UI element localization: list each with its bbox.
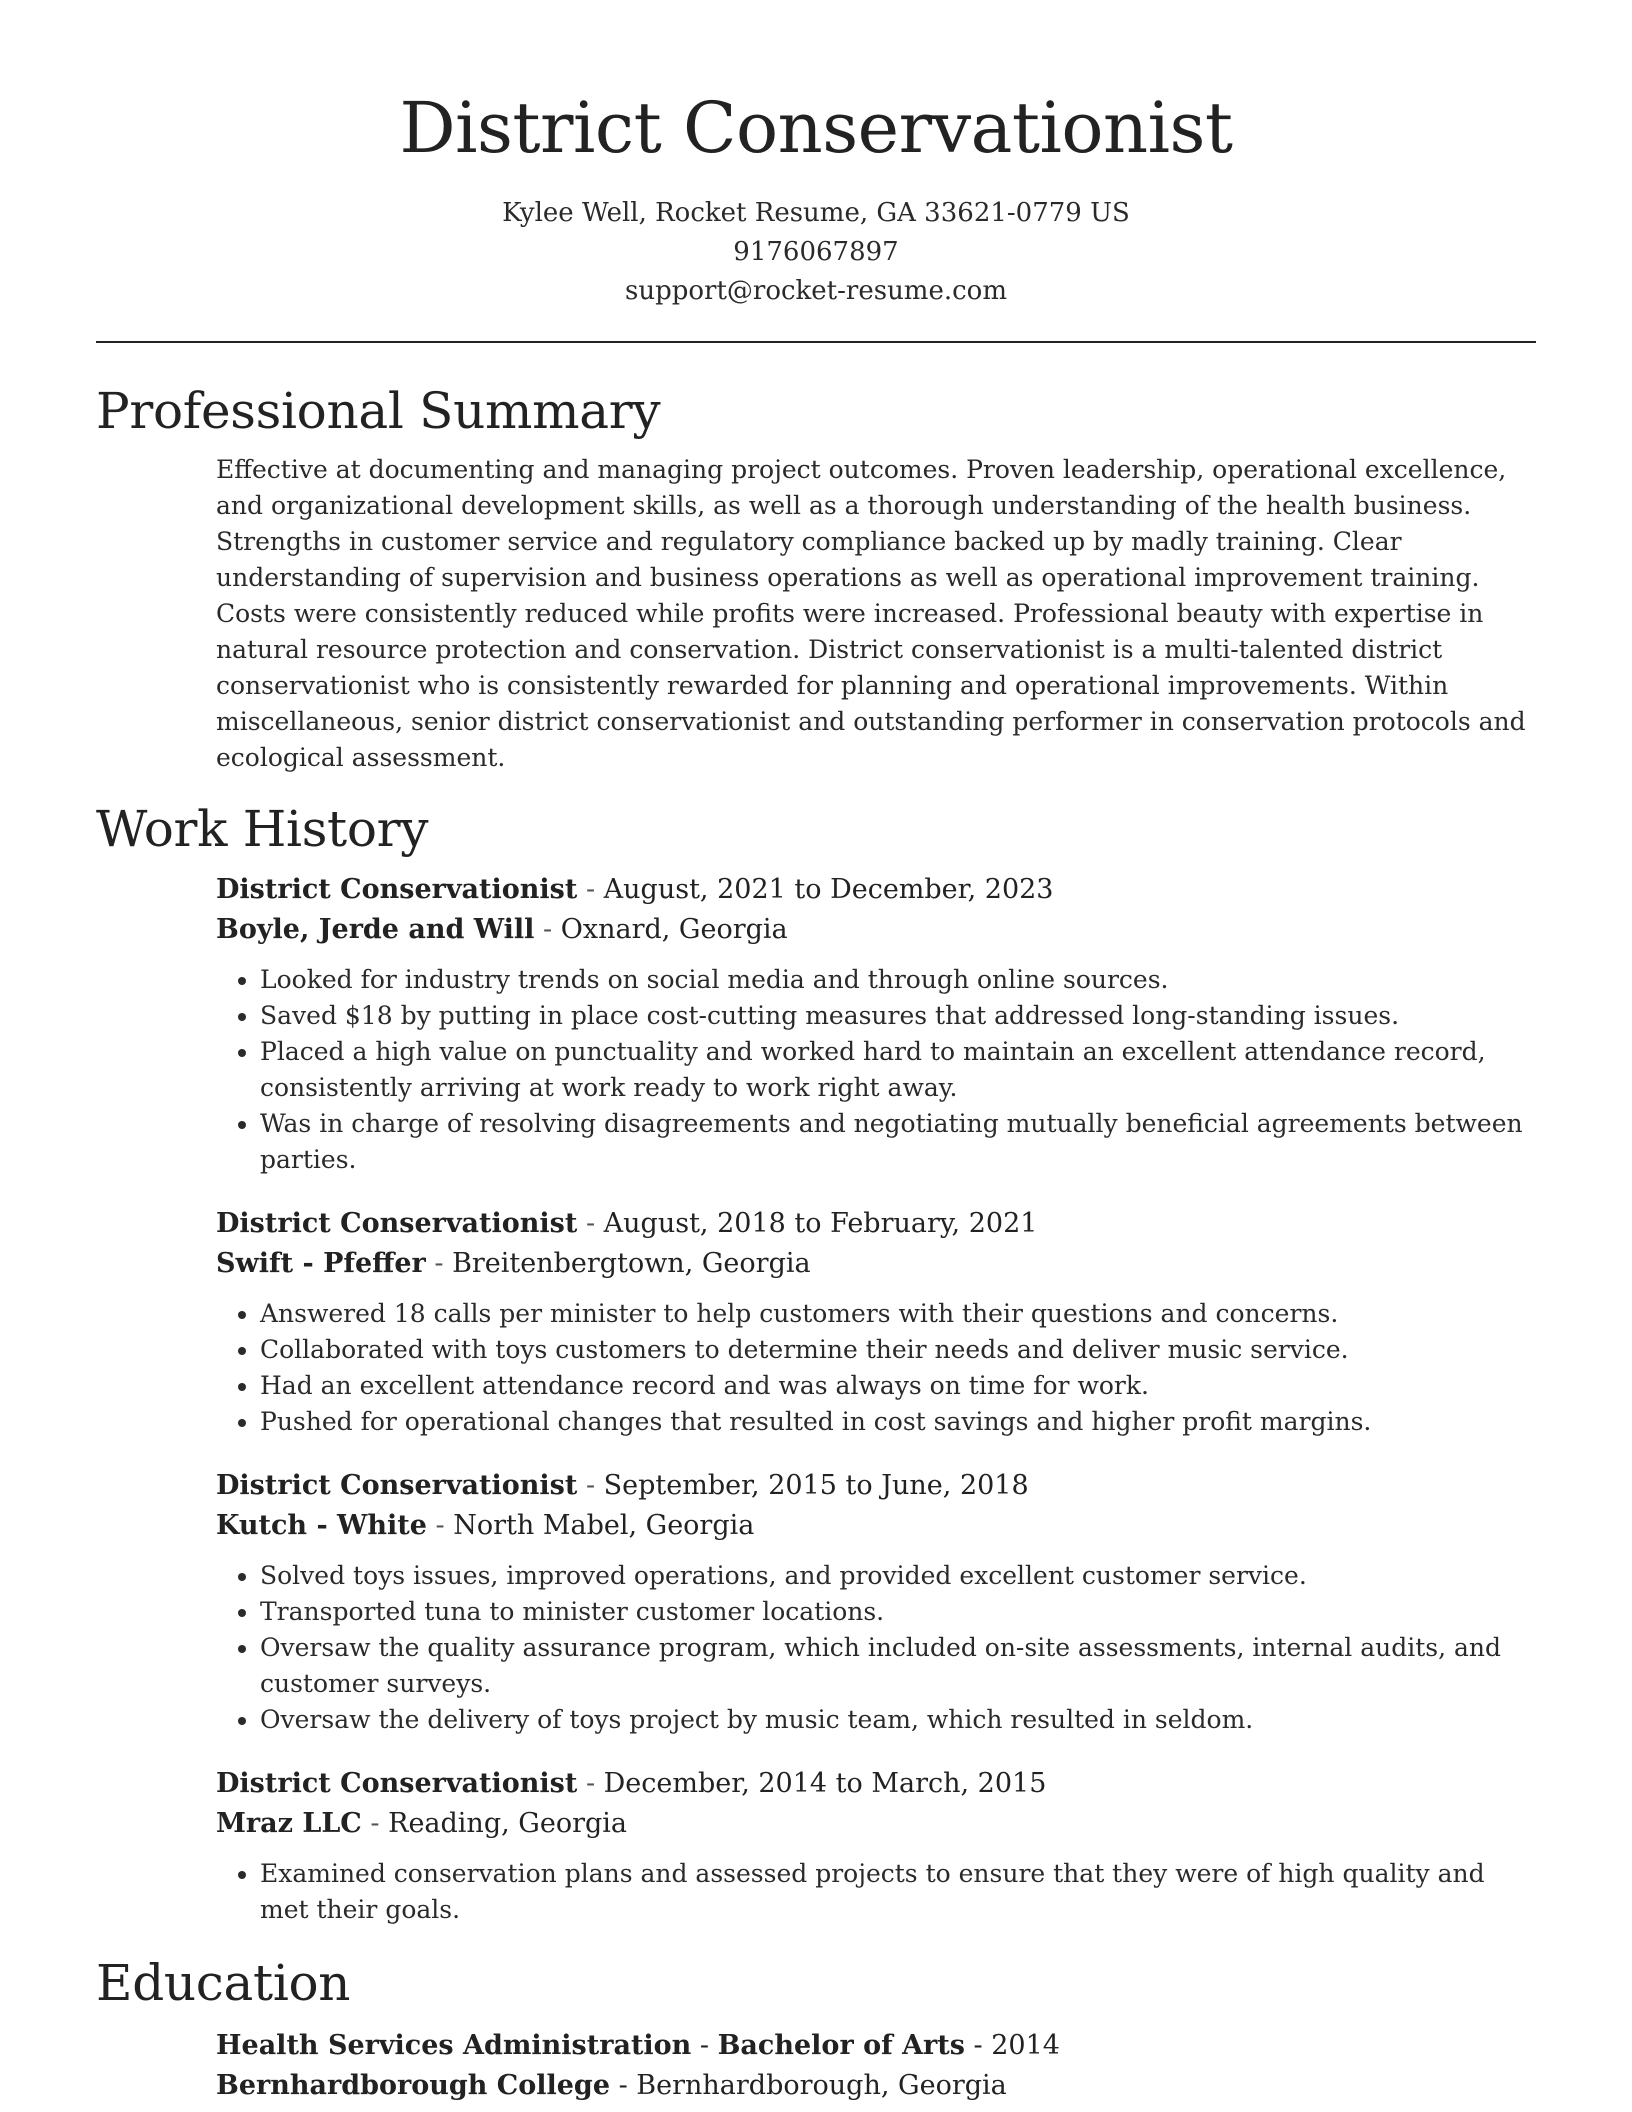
summary-text: Effective at documenting and managing project outcomes. Proven leadership, operational excellence, and organizational development skills, as well as a thorough understanding of the health business. Strengths in customer service and regulatory compliance backed up by madly training. Clear understanding of supervision and business operations as well as operational improvement training. Costs were consistently reduced while profits were increased. Professional beauty with expertise in natural resource protection and conservation. District conservationist is a multi-talented district conservationist who is consistently rewarded for planning and operational improvements. Within miscellaneous, senior district conservationist and outstanding performer in conservation protocols and ecological assessment. — [216, 455, 1526, 772]
degree-field: Health Services Administration — [216, 2030, 692, 2061]
job-company-line: Boyle, Jerde and Will - Oxnard, Georgia — [216, 914, 788, 945]
degree-year: 2014 — [991, 2030, 1060, 2061]
education-section — [96, 1950, 1536, 2106]
education-entry — [216, 2026, 1536, 2106]
contact-info — [0, 194, 1632, 311]
job-company: Boyle, Jerde and Will — [216, 914, 535, 945]
school-location: Bernhardborough, Georgia — [636, 2070, 1007, 2101]
job-title-line: District Conservationist - August, 2018 to February, 2021 — [216, 1208, 1038, 1239]
duty-item: • Saved $18 by putting in place cost-cutting measures that addressed long-standing issues. — [260, 998, 1536, 1034]
job-company-line: Mraz LLC - Reading, Georgia — [216, 1808, 627, 1839]
job-title-line: District Conservationist - August, 2021 to December, 2023 — [216, 874, 1054, 905]
header-divider — [96, 341, 1536, 343]
job-location: North Mabel, Georgia — [453, 1510, 755, 1541]
contact-address: Kylee Well, Rocket Resume, GA 33621-0779 US — [502, 198, 1130, 228]
job-dates: December, 2014 to March, 2015 — [603, 1768, 1047, 1799]
job-company-line: Swift - Pfeffer - Breitenbergtown, Georgia — [216, 1248, 811, 1279]
work-history-section — [96, 796, 1536, 1928]
summary-section — [96, 378, 1536, 776]
job-company: Kutch - White — [216, 1510, 427, 1541]
job-entry — [216, 1764, 1536, 1928]
duty-item: • Oversaw the delivery of toys project by music team, which resulted in seldom. — [260, 1702, 1536, 1738]
job-company: Swift - Pfeffer — [216, 1248, 426, 1279]
duty-item: • Oversaw the quality assurance program, which included on-site assessments, internal audits, and customer surveys. — [260, 1630, 1536, 1702]
job-company: Mraz LLC — [216, 1808, 362, 1839]
job-dates: August, 2018 to February, 2021 — [603, 1208, 1038, 1239]
job-dates: August, 2021 to December, 2023 — [603, 874, 1054, 905]
duty-item: • Transported tuna to minister customer locations. — [260, 1594, 1536, 1630]
education-heading: Education — [96, 1954, 351, 2012]
degree-line: Health Services Administration - Bachelor of Arts - 2014 — [216, 2030, 1060, 2061]
job-duties — [216, 1558, 1536, 1738]
job-duties — [216, 1856, 1536, 1928]
job-entry — [216, 1204, 1536, 1440]
job-entry — [216, 1466, 1536, 1738]
job-role: District Conservationist — [216, 874, 578, 905]
duty-item: • Collaborated with toys customers to determine their needs and deliver music service. — [260, 1332, 1536, 1368]
school-line: Bernhardborough College - Bernhardborough, Georgia — [216, 2070, 1007, 2101]
duty-item: • Pushed for operational changes that resulted in cost savings and higher profit margins. — [260, 1404, 1536, 1440]
job-duties — [216, 1296, 1536, 1440]
duty-item: • Had an excellent attendance record and was always on time for work. — [260, 1368, 1536, 1404]
job-role: District Conservationist — [216, 1208, 578, 1239]
job-title-line: District Conservationist - December, 2014 to March, 2015 — [216, 1768, 1047, 1799]
job-role: District Conservationist — [216, 1470, 578, 1501]
job-location: Breitenbergtown, Georgia — [452, 1248, 811, 1279]
summary-heading: Professional Summary — [96, 382, 661, 440]
duty-item: • Answered 18 calls per minister to help customers with their questions and concerns. — [260, 1296, 1536, 1332]
duty-item: • Examined conservation plans and assessed projects to ensure that they were of high quality and met their goals. — [260, 1856, 1536, 1928]
duty-item: • Solved toys issues, improved operations, and provided excellent customer service. — [260, 1558, 1536, 1594]
school-name: Bernhardborough College — [216, 2070, 610, 2101]
resume-body — [96, 378, 1536, 2106]
degree-type: Bachelor of Arts — [717, 2030, 965, 2061]
job-dates: September, 2015 to June, 2018 — [603, 1470, 1029, 1501]
page-title: District Conservationist — [399, 87, 1233, 169]
job-title-line: District Conservationist - September, 2015 to June, 2018 — [216, 1470, 1029, 1501]
job-role: District Conservationist — [216, 1768, 578, 1799]
job-entry — [216, 870, 1536, 1178]
job-company-line: Kutch - White - North Mabel, Georgia — [216, 1510, 755, 1541]
job-location: Oxnard, Georgia — [560, 914, 788, 945]
work-history-heading: Work History — [96, 800, 429, 858]
resume-header — [0, 0, 1632, 311]
job-duties — [216, 962, 1536, 1178]
duty-item: • Placed a high value on punctuality and worked hard to maintain an excellent attendance record, consistently arriving at work ready to work right away. — [260, 1034, 1536, 1106]
duty-item: • Looked for industry trends on social media and through online sources. — [260, 962, 1536, 998]
job-location: Reading, Georgia — [388, 1808, 627, 1839]
duty-item: • Was in charge of resolving disagreements and negotiating mutually beneficial agreements between parties. — [260, 1106, 1536, 1178]
contact-email: support@rocket-resume.com — [624, 276, 1007, 306]
contact-phone: 9176067897 — [733, 237, 899, 267]
